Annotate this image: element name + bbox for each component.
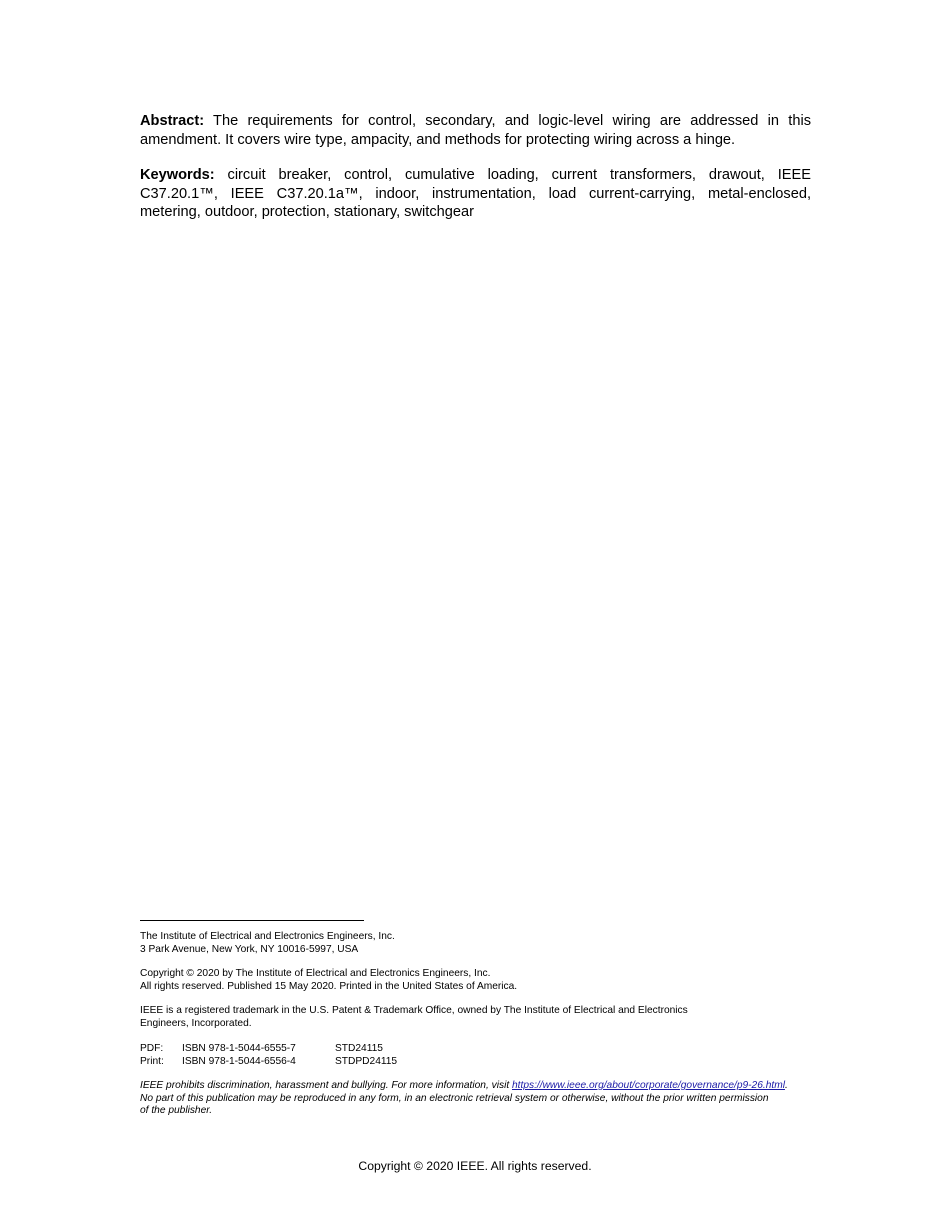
isbn-number: ISBN 978-1-5044-6556-4	[182, 1055, 296, 1067]
policy-link[interactable]: https://www.ieee.org/about/corporate/governance/p9-26.html	[512, 1080, 785, 1091]
isbn-std-code: STD24115	[335, 1043, 383, 1054]
copyright-statement	[140, 968, 830, 993]
publisher-street: 3 Park Avenue, New York, NY 10016-5997, USA	[140, 943, 359, 955]
copyright-line-1: Copyright © 2020 by The Institute of Electrical and Electronics Engineers, Inc.	[140, 968, 491, 979]
abstract-paragraph	[140, 112, 811, 149]
trademark-line-2: Engineers, Incorporated.	[140, 1017, 252, 1029]
keywords-paragraph	[140, 166, 811, 222]
keywords-text: circuit breaker, control, cumulative loading, current transformers, drawout, IEEE C37.20.1™, IEEE C37.20.1a™, indoor, instrumentation, load current-carrying, metal-enclosed, metering, outdoor, protection, stationary, switchgear	[140, 167, 811, 220]
trademark-line-1: IEEE is a registered trademark in the U.S. Patent & Trademark Office, owned by The Institute of Electrical and Electronics	[140, 1005, 688, 1016]
copyright-line-2: All rights reserved. Published 15 May 2020. Printed in the United States of America.	[140, 980, 518, 992]
isbn-table	[140, 1043, 397, 1068]
page-footer-copyright: Copyright © 2020 IEEE. All rights reserved.	[358, 1159, 592, 1173]
trademark-statement	[140, 1005, 830, 1030]
isbn-row-print	[140, 1056, 397, 1069]
isbn-row-pdf	[140, 1043, 397, 1056]
footnote-divider	[140, 920, 364, 921]
legal-notice	[140, 1080, 811, 1118]
isbn-std-code: STDPD24115	[335, 1055, 398, 1067]
notice-suffix: .	[784, 1080, 788, 1091]
isbn-number: ISBN 978-1-5044-6555-7	[182, 1043, 296, 1054]
keywords-label: Keywords:	[140, 167, 215, 183]
isbn-format: Print:	[140, 1055, 164, 1067]
abstract-label: Abstract:	[140, 113, 205, 129]
publisher-address	[140, 931, 830, 956]
isbn-format: PDF:	[140, 1043, 164, 1054]
notice-prefix: IEEE prohibits discrimination, harassment and bullying. For more information, visit	[140, 1080, 512, 1091]
publisher-name: The Institute of Electrical and Electronics Engineers, Inc.	[140, 931, 395, 942]
abstract-text: The requirements for control, secondary, and logic-level wiring are addressed in this amendment. It covers wire type, ampacity, and methods for protecting wiring across a hinge.	[140, 113, 811, 148]
notice-line-3: of the publisher.	[140, 1105, 213, 1116]
notice-line-1	[140, 1080, 811, 1093]
notice-line-2: No part of this publication may be reproduced in any form, in an electronic retrieval system or otherwise, without the prior written permission	[140, 1092, 769, 1104]
